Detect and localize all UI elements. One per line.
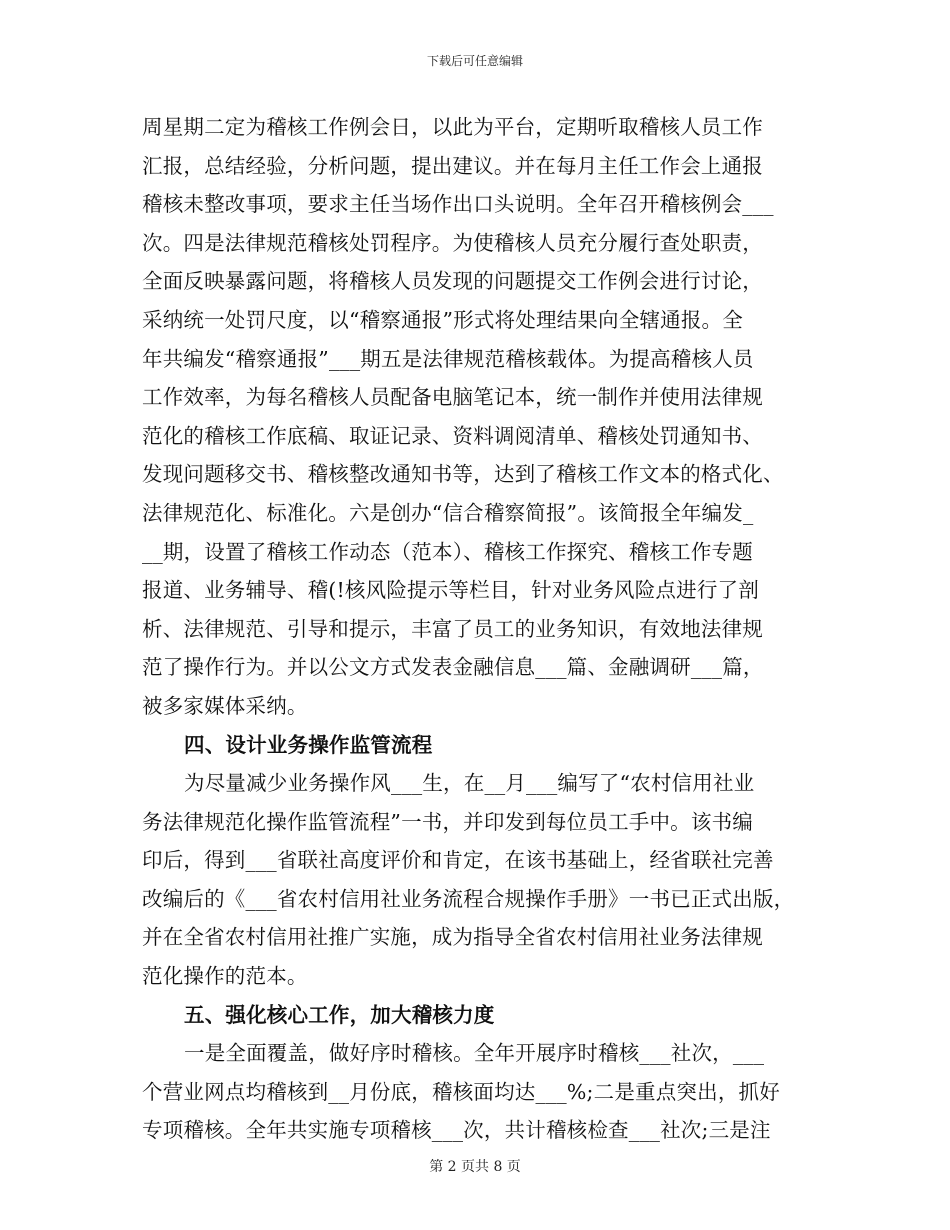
text-line: 全面反映暴露问题，将稽核人员发现的问题提交工作例会进行讨论， (142, 269, 763, 294)
text-line: 汇报，总结经验，分析问题，提出建议。并在每月主任工作会上通报 (142, 153, 763, 178)
text-line: 采纳统一处罚尺度，以“稽察通报”形式将处理结果向全辖通报。全 (142, 307, 743, 332)
text-line: 范化操作的范本。 (142, 964, 308, 989)
text-line: 范化的稽核工作底稿、取证记录、资料调阅清单、稽核处罚通知书、 (142, 423, 763, 448)
text-line: 析、法律规范、引导和提示，丰富了员工的业务知识，有效地法律规 (142, 616, 763, 641)
text-line: 并在全省农村信用社推广实施，成为指导全省农村信用社业务法律规 (142, 925, 763, 950)
text-line: 一是全面覆盖，做好序时稽核。全年开展序时稽核___社次，___ (184, 1041, 765, 1066)
text-line: 稽核未整改事项，要求主任当场作出口头说明。全年召开稽核例会___ (142, 192, 774, 217)
text-line: 个营业网点均稽核到__月份底，稽核面均达___%;二是重点突出，抓好 (142, 1079, 780, 1104)
text-line: __期，设置了稽核工作动态（范本）、稽核工作探究、稽核工作专题 (142, 539, 753, 564)
text-line: 范了操作行为。并以公文方式发表金融信息___篇、金融调研___篇， (142, 655, 764, 680)
text-line: 专项稽核。全年共实施专项稽核___次，共计稽核检查___社次;三是注 (142, 1118, 771, 1143)
text-line: 发现问题移交书、稽核整改通知书等，达到了稽核工作文本的格式化、 (142, 462, 784, 487)
text-line: 改编后的《___省农村信用社业务流程合规操作手册》一书已正式出版， (142, 886, 795, 911)
text-line: 次。四是法律规范稽核处罚程序。为使稽核人员充分履行查处职责， (142, 230, 763, 255)
text-line: 印后，得到___省联社高度评价和肯定，在该书基础上，经省联社完善 (142, 848, 774, 873)
text-line: 年共编发“稽察通报”___期五是法律规范稽核载体。为提高稽核人员 (142, 346, 754, 371)
text-line: 被多家媒体采纳。 (142, 693, 308, 718)
running-header: 下载后可任意编辑 (426, 54, 523, 68)
text-line: 务法律规范化操作监管流程”一书，并印发到每位员工手中。该书编 (142, 809, 753, 834)
section-heading: 五、强化核心工作，加大稽核力度 (184, 1002, 495, 1027)
text-line: 周星期二定为稽核工作例会日，以此为平台，定期听取稽核人员工作 (142, 115, 763, 139)
page-number-footer: 第 2 页共 8 页 (429, 1159, 521, 1175)
text-line: 报道、业务辅导、稽(!核风险提示等栏目，针对业务风险点进行了剖 (142, 578, 759, 603)
text-line: 工作效率，为每名稽核人员配备电脑笔记本，统一制作并使用法律规 (142, 385, 763, 410)
text-line: 为尽量减少业务操作风___生，在__月___编写了“农村信用社业 (184, 771, 755, 796)
section-heading: 四、设计业务操作监管流程 (184, 732, 433, 757)
body-text (142, 108, 812, 1150)
text-line: 法律规范化、标准化。六是创办“信合稽察简报”。该简报全年编发_ (142, 500, 754, 525)
